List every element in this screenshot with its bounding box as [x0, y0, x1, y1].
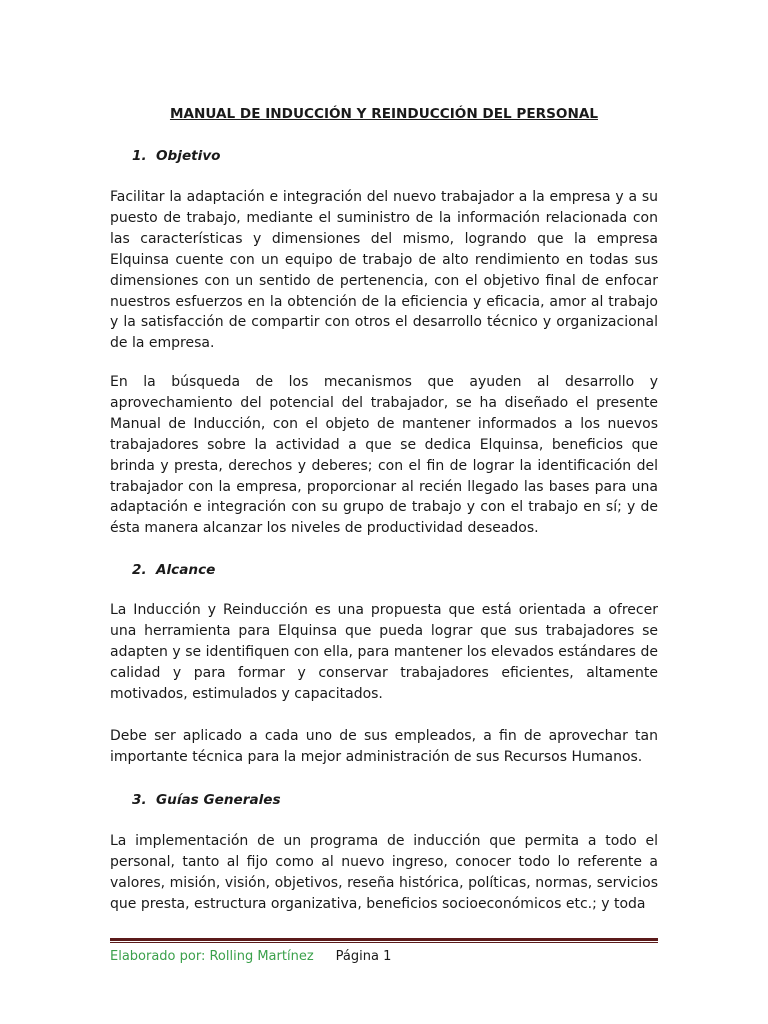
- footer-rule: [110, 938, 658, 944]
- paragraph-objetivo-1: Facilitar la adaptación e integración del nuevo trabajador a la empresa y a su puesto de trabajo, mediante el suministro de la información relacionada con las características y dimensiones del mismo, logrando que la empresa Elquinsa cuente con un equipo de trabajo de alto rendimiento en todas sus dimensiones con un sentido de pertenencia, con el objetivo final de enfocar nuestros esfuerzos en la obtención de la eficiencia y eficacia, amor al trabajo y la satisfacción de compartir con otros el desarrollo técnico y organizacional de la empresa.: [110, 189, 658, 352]
- section-heading-alcance: [132, 560, 215, 580]
- paragraph-alcance-2: Debe ser aplicado a cada uno de sus empleados, a fin de aprovechar tan importante técnica para la mejor administración de sus Recursos Humanos.: [110, 728, 658, 765]
- section-number: 1.: [132, 148, 147, 164]
- document-page: [110, 0, 658, 1024]
- section-title: Guías Generales: [156, 792, 281, 808]
- document-title: MANUAL DE INDUCCIÓN Y REINDUCCIÓN DEL PERSONAL: [169, 106, 599, 122]
- paragraph-objetivo-2: En la búsqueda de los mecanismos que ayuden al desarrollo y aprovechamiento del potencial del trabajador, se ha diseñado el presente Manual de Inducción, con el objeto de mantener informados a los nuevos trabajadores sobre la actividad a que se dedica Elquinsa, beneficios que brinda y presta, derechos y deberes; con el fin de lograr la identificación del trabajador con la empresa, proporcionar al recién llegado las bases para una adaptación e integración con su grupo de trabajo y con el trabajo en sí; y de ésta manera alcanzar los niveles de productividad deseados.: [110, 374, 658, 537]
- footer-rule-thin: [110, 942, 658, 943]
- section-heading-guias: [132, 790, 281, 810]
- footer-author: Elaborado por: Rolling Martínez: [110, 949, 314, 964]
- paragraph-alcance-1: La Inducción y Reinducción es una propuesta que está orientada a ofrecer una herramienta para Elquinsa que pueda lograr que sus trabajadores se adapten y se identifiquen con ella, para mantener los elevados estándares de calidad y para formar y conservar trabajadores eficientes, altamente motivados, estimulados y capacitados.: [110, 602, 658, 702]
- paragraph-guias-1: La implementación de un programa de inducción que permita a todo el personal, tanto al fijo como al nuevo ingreso, conocer todo lo referente a valores, misión, visión, objetivos, reseña histórica, políticas, normas, servicios que presta, estructura organizativa, beneficios socioeconómicos etc.; y toda: [110, 833, 658, 912]
- section-title: Objetivo: [156, 148, 221, 164]
- section-title: Alcance: [156, 562, 216, 578]
- section-number: 2.: [132, 562, 147, 578]
- footer-page-number: Página 1: [335, 949, 392, 964]
- section-number: 3.: [132, 792, 147, 808]
- section-heading-objetivo: [132, 146, 221, 166]
- footer-rule-thick: [110, 938, 658, 941]
- page-footer: [110, 948, 391, 966]
